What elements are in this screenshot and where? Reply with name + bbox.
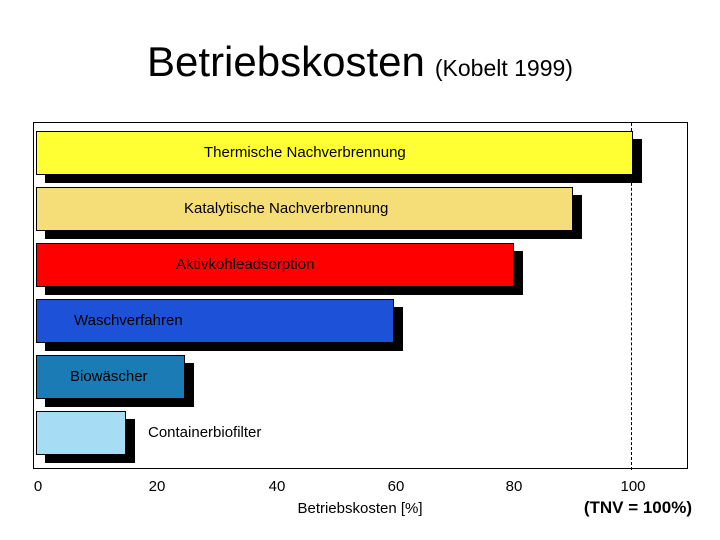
x-tick-0: 0	[33, 478, 43, 495]
tnv-annotation: (TNV = 100%)	[583, 498, 692, 517]
bar-label: Waschverfahren	[74, 312, 183, 329]
bar-label: Aktivkohleadsorption	[176, 256, 315, 273]
chart-plot-area	[33, 122, 688, 469]
page-title: Betriebskosten	[147, 38, 425, 85]
x-axis-label: Betriebskosten [%]	[297, 500, 423, 517]
bar-containerbiofilter[interactable]	[36, 411, 126, 455]
x-tick-20: 20	[148, 478, 166, 495]
bar-label: Containerbiofilter	[148, 424, 262, 441]
x-tick-100: 100	[620, 478, 646, 495]
x-tick-80: 80	[505, 478, 523, 495]
title-citation: (Kobelt 1999)	[434, 55, 573, 81]
bar-label: Thermische Nachverbrennung	[204, 144, 406, 161]
x-tick-40: 40	[268, 478, 286, 495]
chart-title-block	[0, 38, 720, 86]
bar-label: Katalytische Nachverbrennung	[184, 200, 389, 217]
bar-label: Biowäscher	[70, 368, 148, 385]
x-tick-60: 60	[387, 478, 405, 495]
